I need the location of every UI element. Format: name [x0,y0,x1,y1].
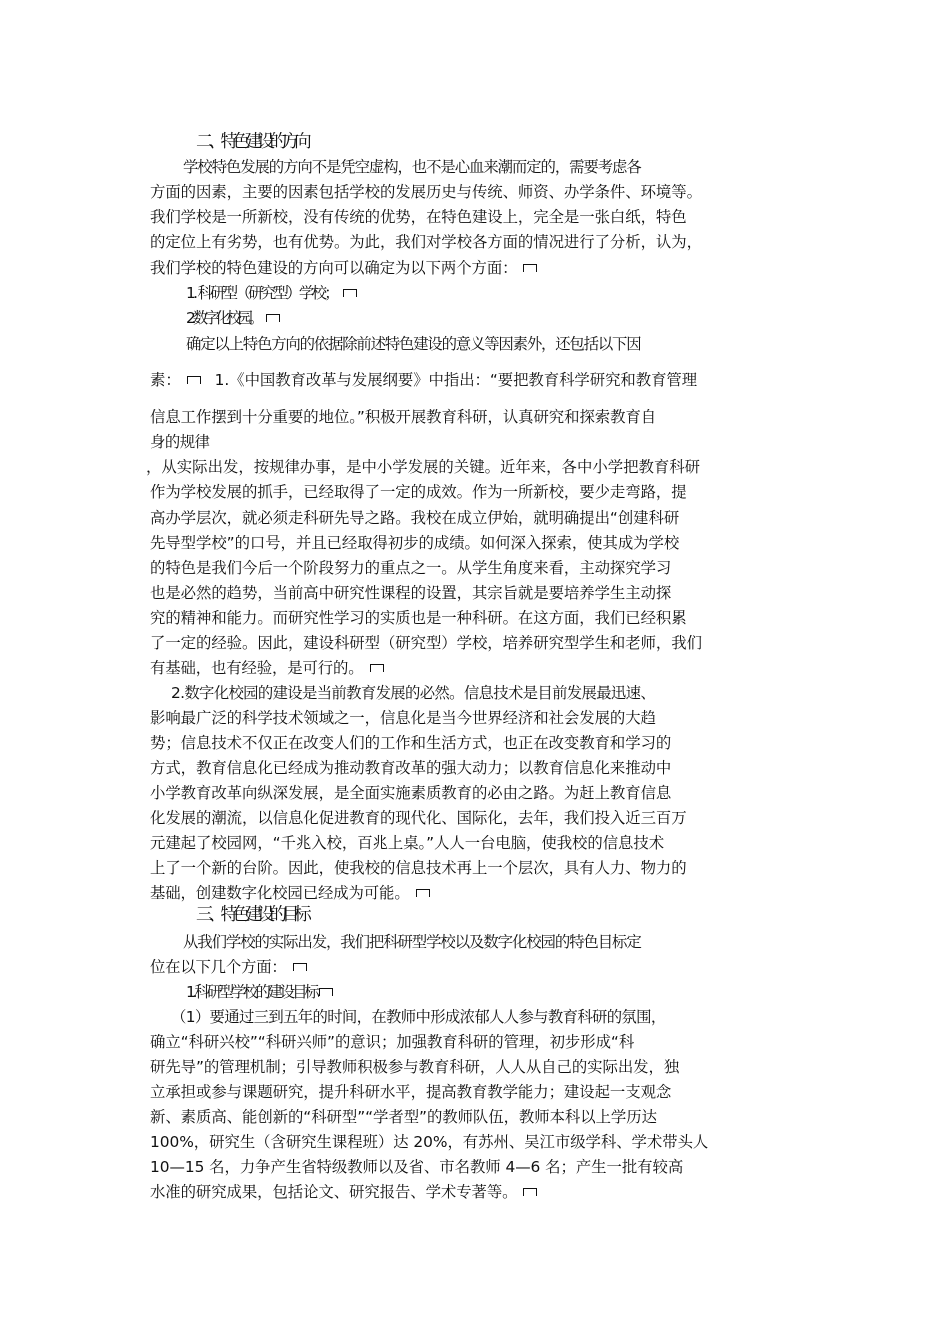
paragraph-line: 作为学校发展的抓手，已经取得了一定的成效。作为一所新校，要少走弯路，提 [150,483,687,501]
paragraph-line: 信息工作摆到十分重要的地位。”积极开展教育科研，认真研究和探索教育自 [150,408,657,426]
paragraph-line: 元建起了校园网，“千兆入校，百兆上桌。”人人一台电脑，使我校的信息技术 [150,834,665,852]
paragraph-line: 确立“科研兴校”“科研兴师”的意识；加强教育科研的管理，初步形成“科 [150,1033,635,1051]
paragraph-line: 新、素质高、能创新的“科研型”“学者型”的教师队伍，教师本科以上学历达 [150,1108,657,1126]
paragraph-line: 也是必然的趋势，当前高中研究性课程的设置，其宗旨就是要培养学生主动探 [150,584,672,602]
paragraph-mark-icon [523,1188,537,1196]
paragraph-line: 方面的因素，主要的因素包括学校的发展历史与传统、师资、办学条件、环境等。 [150,183,702,201]
paragraph-line: 10—15 名，力争产生省特级教师以及省、市名教师 4—6 名；产生一批有较高 [150,1158,684,1176]
list-item: 2. 数字化校园。 [186,306,846,330]
paragraph-line: 从我们学校的实际出发，我们把科研型学校以及数字化校园的特色目标定 [183,933,641,951]
subheading: 1.科研型学校的建设目标 [186,980,846,1004]
paragraph-mark-icon [416,889,430,897]
paragraph-line: 小学教育改革向纵深发展，是全面实施素质教育的必由之路。为赶上教育信息 [150,784,672,802]
paragraph-line: 有基础，也有经验，是可行的。 [150,656,810,680]
paragraph-line: （1）要通过三到五年的时间，在教师中形成浓郁人人参与教育科研的氛围， [171,1008,666,1026]
paragraph-line: 上了一个新的台阶。因此，使我校的信息技术再上一个层次，具有人力、物力的 [150,859,687,877]
paragraph-line: 先导型学校”的口号，并且已经取得初步的成绩。如何深入探索，使其成为学校 [150,534,680,552]
paragraph-line: 学校特色发展的方向不是凭空虚构，也不是心血来潮而定的，需要考虑各 [183,158,641,176]
paragraph-line: 究的精神和能力。而研究性学习的实质也是一种科研。在这方面，我们已经积累 [150,609,687,627]
paragraph-line: 势；信息技术不仅正在改变人们的工作和生活方式，也正在改变教育和学习的 [150,734,672,752]
paragraph-line: 确定以上特色方向的依据除前述特色建设的意义等因素外，还包括以下因 [186,335,641,353]
paragraph-line: 我们学校是一所新校，没有传统的优势，在特色建设上，完全是一张白纸，特色 [150,208,687,226]
paragraph-line: 高办学层次，就必须走科研先导之路。我校在成立伊始，就明确提出“创建科研 [150,509,680,527]
paragraph-mark-icon [343,289,357,297]
paragraph-line: 方式，教育信息化已经成为推动教育改革的强大动力；以教育信息化来推动中 [150,759,672,777]
paragraph-mark-icon [266,314,280,322]
paragraph-line: 基础，创建数字化校园已经成为可能。 [150,881,810,905]
paragraph-mark-icon [319,988,333,996]
section-heading-goals: 三、特色建设的目标 [196,905,307,925]
paragraph-mark-icon [523,264,537,272]
paragraph-line: 了一定的经验。因此，建设科研型（研究型）学校，培养研究型学生和老师，我们 [150,634,702,652]
paragraph-line: 研先导”的管理机制；引导教师积极参与教育科研，人人从自己的实际出发，独 [150,1058,680,1076]
paragraph-line: 身的规律 [150,433,210,451]
paragraph-mark-icon [187,376,201,384]
paragraph-line: 素： 1.《中国教育改革与发展纲要》中指出：“要把教育科学研究和教育管理 [150,371,698,389]
paragraph-line: 的定位上有劣势，也有优势。为此，我们对学校各方面的情况进行了分析，认为， [150,233,702,251]
paragraph-line: 位在以下几个方面： [150,955,810,979]
paragraph-line: 我们学校的特色建设的方向可以确定为以下两个方面： [150,256,810,280]
paragraph-line: 水准的研究成果，包括论文、研究报告、学术专著等。 [150,1180,810,1204]
list-item: 1. 科研型（研究型）学校； [186,281,846,305]
paragraph-line: 的特色是我们今后一个阶段努力的重点之一。从学生角度来看，主动探究学习 [150,559,672,577]
paragraph-line: 100%，研究生（含研究生课程班）达 20%，有苏州、吴江市级学科、学术带头人 [150,1133,709,1151]
paragraph-line: 立承担或参与课题研究，提升科研水平，提高教育教学能力；建设起一支观念 [150,1083,672,1101]
paragraph-mark-icon [293,963,307,971]
paragraph-line: 2.数字化校园的建设是当前教育发展的必然。信息技术是目前发展最迅速、 [171,684,656,702]
section-heading-direction: 二、特色建设的方向 [196,132,307,152]
paragraph-mark-icon [370,664,384,672]
paragraph-line: 化发展的潮流，以信息化促进教育的现代化、国际化，去年，我们投入近三百万 [150,809,687,827]
paragraph-line: ，从实际出发，按规律办事，是中小学发展的关键。近年来，各中小学把教育科研 [146,458,701,476]
paragraph-line: 影响最广泛的科学技术领域之一，信息化是当今世界经济和社会发展的大趋 [150,709,656,727]
